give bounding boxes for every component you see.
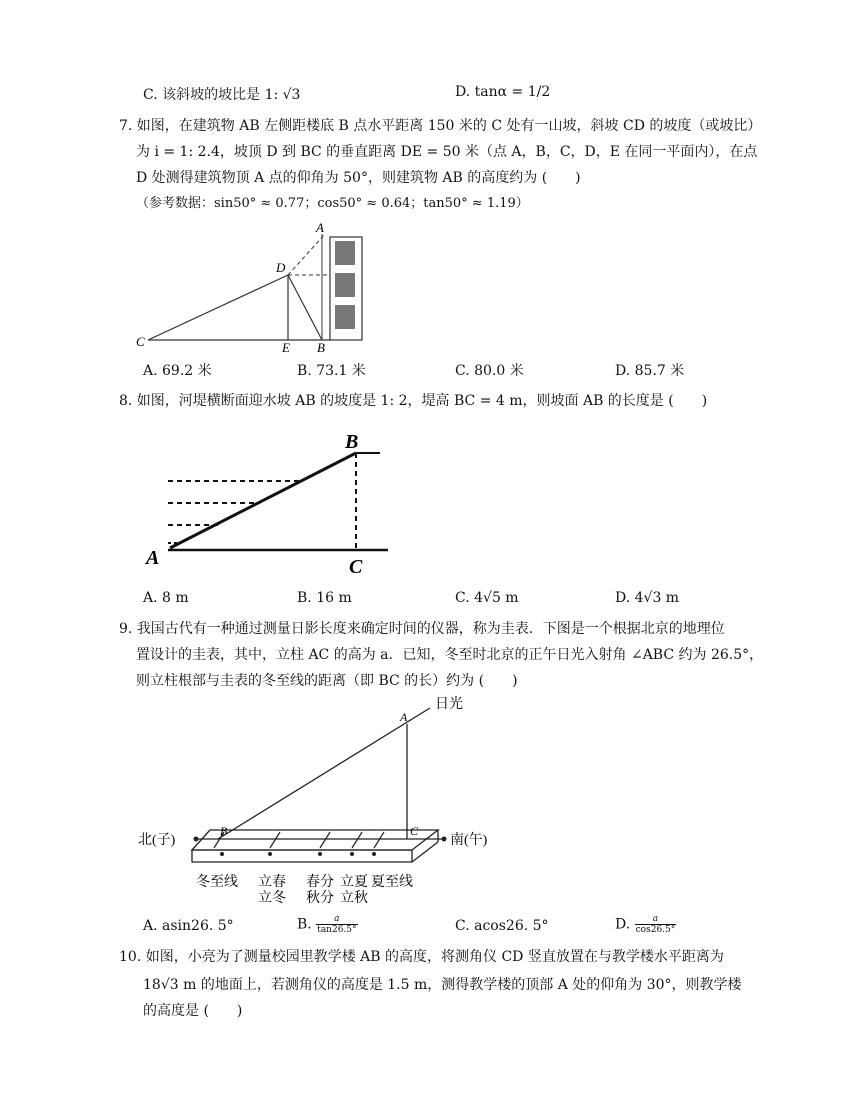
q7-option-d[interactable]: D. 85.7 米 (615, 363, 685, 379)
q8-label-c: C (349, 556, 363, 578)
q9-option-d[interactable] (615, 914, 676, 935)
q9-mark (270, 832, 280, 848)
q7-line3: D 处测得建筑物顶 A 点的仰角为 50°，则建筑物 AB 的高度约为 ( ) (136, 170, 581, 186)
q9-label-north: 北(子) (138, 833, 176, 848)
q9-mark-dot (372, 852, 376, 856)
q9-label-qiufen: 秋分 (306, 891, 334, 906)
q8-slope-ab (170, 453, 356, 548)
q9-option-b-denominator: tan26.5° (317, 925, 357, 935)
q7-line1: 7. 如图，在建筑物 AB 左侧距楼底 B 点水平距离 150 米的 C 处有一山坡，斜坡 CD 的坡度（或坡比） (119, 118, 762, 134)
q10-line1: 10. 如图，小亮为了测量校园里教学楼 AB 的高度，将测角仪 CD 竖直放置在与教学楼水平距离为 (119, 949, 724, 965)
q8-option-d[interactable]: D. 4√3 m (615, 590, 680, 606)
q9-option-d-fraction (635, 914, 677, 935)
q9-figure (130, 694, 510, 904)
q9-label-winter: 冬至线 (196, 875, 238, 890)
q6-option-c: C. 该斜坡的坡比是 1: √3 (143, 87, 301, 103)
q9-label-b: B (220, 824, 228, 838)
q9-label-c: C (410, 824, 419, 838)
q9-label-sunlight: 日光 (435, 697, 463, 712)
q8-option-c[interactable]: C. 4√5 m (455, 590, 519, 606)
q9-option-d-prefix: D. (615, 916, 631, 933)
q7-slope-cd (148, 275, 288, 340)
q9-line2: 置设计的圭表，其中，立柱 AC 的高为 a．已知，冬至时北京的正午日光入射角 ∠ABC 约为 26.5°， (136, 647, 764, 663)
q9-mark (352, 832, 362, 848)
q6-option-d: D. tanα = 1/2 (455, 84, 551, 100)
q9-option-d-numerator: a (635, 914, 677, 925)
q7-label-d: D (276, 260, 286, 275)
q9-option-b[interactable] (297, 914, 358, 935)
q9-option-b-fraction (316, 914, 357, 935)
q9-mark-dot (318, 852, 322, 856)
q9-mark-dot (350, 852, 354, 856)
q8-line1: 8. 如图，河堤横断面迎水坡 AB 的坡度是 1: 2，堤高 BC = 4 m，则坡面 AB 的长度是 ( ) (119, 393, 708, 409)
q9-mark (320, 832, 330, 848)
q9-label-lichun: 立春 (258, 875, 286, 890)
q9-slab-front (192, 850, 412, 862)
q9-label-lixia: 立夏 (340, 875, 368, 890)
q7-option-c[interactable]: C. 80.0 米 (455, 363, 524, 379)
q7-label-b: B (317, 340, 325, 355)
q9-option-d-denominator: cos26.5° (635, 925, 676, 935)
q9-label-a: A (400, 710, 408, 724)
q9-mark-dot (220, 852, 224, 856)
q7-line-db (288, 275, 322, 340)
q8-label-b: B (345, 431, 359, 453)
q7-dashed-da (288, 234, 325, 275)
q7-option-a[interactable]: A. 69.2 米 (143, 363, 212, 379)
q9-label-liqiu: 立秋 (340, 891, 368, 906)
q7-reference-data: （参考数据：sin50° ≈ 0.77；cos50° ≈ 0.64；tan50° ≈ 1.19） (136, 196, 529, 211)
q8-figure (140, 428, 400, 578)
q7-label-c: C (136, 334, 145, 349)
q7-window (335, 241, 355, 265)
q9-option-b-prefix: B. (297, 916, 312, 933)
q7-label-e: E (282, 340, 290, 355)
q8-option-b[interactable]: B. 16 m (297, 590, 352, 606)
q9-label-south: 南(午) (450, 833, 488, 848)
q9-sunlight-ray (218, 708, 430, 839)
q7-figure (130, 220, 370, 360)
q9-line1: 9. 我国古代有一种通过测量日影长度来确定时间的仪器，称为圭表．下图是一个根据北京的地理位 (119, 621, 725, 637)
q9-label-lidong: 立冬 (258, 891, 286, 906)
q9-option-c[interactable]: C. acos26. 5° (455, 918, 549, 934)
q7-window (335, 305, 355, 329)
q9-south-dot (442, 837, 447, 842)
q7-label-a: A (316, 220, 324, 235)
q7-window (335, 273, 355, 297)
q9-label-chunfen: 春分 (306, 875, 334, 890)
q9-slab-side (412, 842, 438, 862)
q10-line3: 的高度是 ( ) (143, 1003, 243, 1019)
q8-option-a[interactable]: A. 8 m (143, 590, 189, 606)
q9-mark (374, 832, 384, 848)
q9-mark-dot (268, 852, 272, 856)
q9-label-xiazhi: 夏至线 (371, 875, 413, 890)
q10-line2: 18√3 m 的地面上，若测角仪的高度是 1.5 m，测得教学楼的顶部 A 处的仰角为 30°，则教学楼 (143, 977, 742, 993)
q9-line3: 则立柱根部与圭表的冬至线的距离（即 BC 的长）约为 ( ) (136, 673, 518, 689)
q7-line2: 为 i = 1: 2.4，坡顶 D 到 BC 的垂直距离 DE = 50 米（点 A，B，C，D，E 在同一平面内），在点 (136, 144, 758, 160)
q9-north-dot (194, 837, 199, 842)
q7-option-b[interactable]: B. 73.1 米 (297, 363, 366, 379)
q9-option-b-numerator: a (316, 914, 357, 925)
q8-label-a: A (146, 547, 160, 569)
q9-option-a[interactable]: A. asin26. 5° (143, 918, 234, 934)
